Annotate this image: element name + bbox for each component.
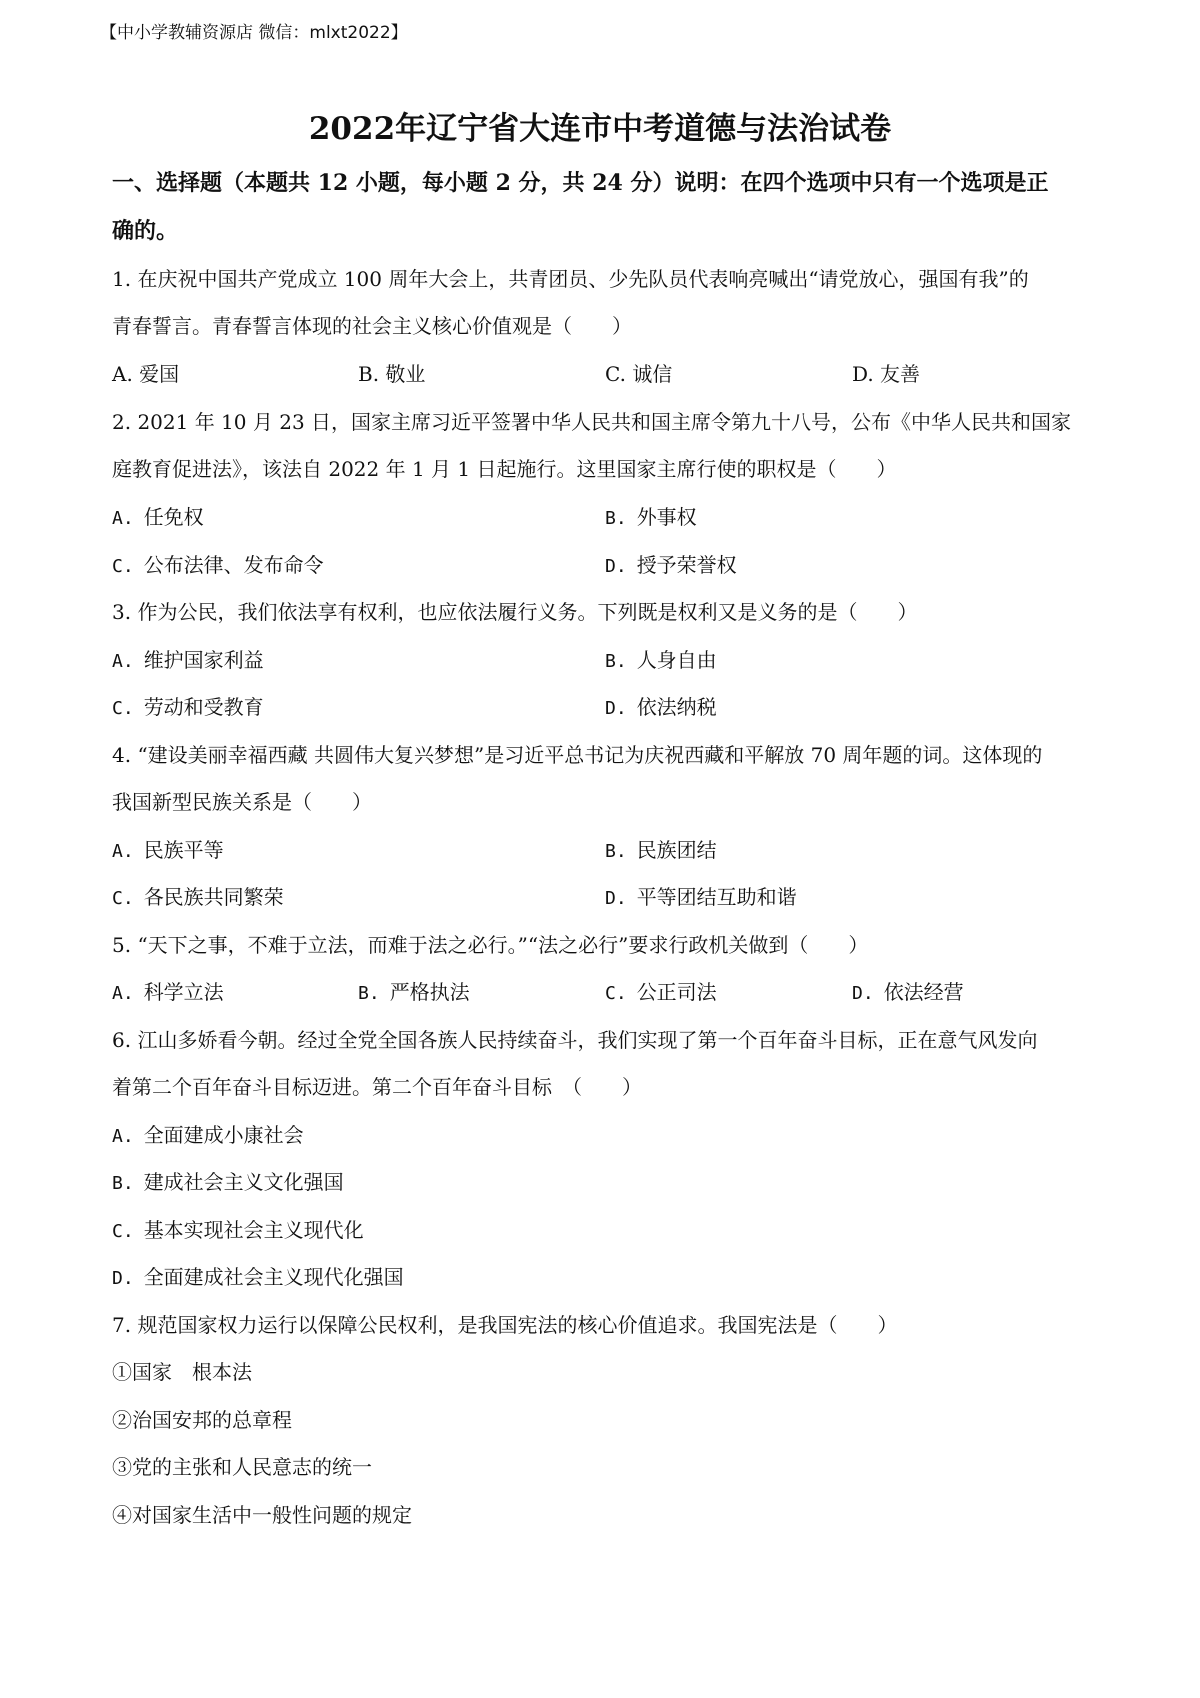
section-heading-line2: 确的。: [112, 218, 179, 244]
option-letter: B.: [605, 841, 627, 862]
question-1-option-a: [112, 358, 179, 387]
option-text: 基本实现社会主义现代化: [143, 1218, 364, 1242]
option-letter: D.: [112, 1268, 134, 1289]
question-1-stem: 1. 在庆祝中国共产党成立 100 周年大会上，共青团员、少先队员代表响亮喊出“请党放心，强国有我”的: [112, 267, 1029, 291]
page-title: 2022年辽宁省大连市中考道德与法治试卷: [308, 111, 892, 147]
question-7-item-3: ③党的主张和人民意志的统一: [112, 1455, 372, 1479]
option-letter: D.: [605, 556, 627, 577]
question-7-item-1: ①国家 根本法: [112, 1360, 252, 1384]
option-text: 友善: [880, 362, 921, 386]
page-header: 【中小学教辅资源店 微信：mlxt2022】: [100, 23, 408, 43]
question-4-option-c: [112, 881, 284, 910]
question-1-option-c: [605, 358, 672, 387]
option-letter: A.: [112, 1126, 134, 1147]
option-letter: C.: [112, 888, 134, 909]
question-4-option-b: [605, 834, 717, 863]
question-3-stem: 3. 作为公民，我们依法享有权利，也应依法履行义务。下列既是权利又是义务的是（ ）: [112, 600, 918, 624]
question-1-option-d: [852, 358, 920, 387]
question-4-stem-cont: 我国新型民族关系是（ ）: [112, 790, 372, 814]
question-2-stem-cont: 庭教育促进法》，该法自 2022 年 1 月 1 日起施行。这里国家主席行使的职权是（ ）: [112, 457, 897, 481]
question-6-option-b: [112, 1166, 344, 1195]
section-heading-line1: 一、选择题（本题共 12 小题，每小题 2 分，共 24 分）说明：在四个选项中只有一个选项是正: [112, 170, 1049, 196]
option-text: 民族团结: [636, 838, 717, 862]
option-letter: B.: [358, 983, 380, 1004]
question-1-stem-cont: 青春誓言。青春誓言体现的社会主义核心价值观是（ ）: [112, 314, 632, 338]
option-letter: C.: [112, 1221, 134, 1242]
question-2-option-b: [605, 501, 697, 530]
option-text: 劳动和受教育: [143, 695, 264, 719]
question-1-option-b: [358, 358, 425, 387]
option-letter: C.: [112, 556, 134, 577]
option-text: 各民族共同繁荣: [143, 885, 284, 909]
question-6-option-c: [112, 1214, 364, 1243]
question-4-option-d: [605, 881, 797, 910]
question-3-option-c: [112, 691, 264, 720]
option-text: 平等团结互助和谐: [636, 885, 797, 909]
option-text: 公布法律、发布命令: [143, 553, 324, 577]
question-5-stem: 5. “天下之事，不难于立法，而难于法之必行。”“法之必行”要求行政机关做到（ ）: [112, 933, 869, 957]
option-text: 授予荣誉权: [636, 553, 737, 577]
option-text: 外事权: [636, 505, 697, 529]
question-3-option-b: [605, 644, 717, 673]
question-7-item-4: ④对国家生活中一般性问题的规定: [112, 1503, 412, 1527]
question-4-stem: 4. “建设美丽幸福西藏 共圆伟大复兴梦想”是习近平总书记为庆祝西藏和平解放 70 周年题的词。这体现的: [112, 743, 1043, 767]
option-text: 人身自由: [636, 648, 717, 672]
option-letter: D.: [852, 983, 874, 1004]
question-7-stem: 7. 规范国家权力运行以保障公民权利，是我国宪法的核心价值追求。我国宪法是（ ）: [112, 1313, 898, 1337]
question-3-option-a: [112, 644, 264, 673]
option-letter: A.: [112, 362, 133, 386]
question-2-option-d: [605, 549, 737, 578]
option-letter: A.: [112, 841, 134, 862]
option-letter: C.: [605, 362, 626, 386]
question-5-option-c: [605, 976, 717, 1005]
option-letter: B.: [605, 651, 627, 672]
question-2-stem: 2. 2021 年 10 月 23 日，国家主席习近平签署中华人民共和国主席令第九十八号，公布《中华人民共和国家: [112, 410, 1072, 434]
question-6-stem: 6. 江山多娇看今朝。经过全党全国各族人民持续奋斗，我们实现了第一个百年奋斗目标，正在意气风发向: [112, 1028, 1038, 1052]
option-letter: A.: [112, 983, 134, 1004]
question-7-item-2: ②治国安邦的总章程: [112, 1408, 292, 1432]
question-6-option-d: [112, 1261, 404, 1290]
option-letter: D.: [852, 362, 874, 386]
option-text: 科学立法: [143, 980, 224, 1004]
question-4-option-a: [112, 834, 224, 863]
option-text: 敬业: [385, 362, 426, 386]
option-letter: B.: [112, 1173, 134, 1194]
option-text: 诚信: [632, 362, 673, 386]
option-letter: C.: [605, 983, 627, 1004]
question-6-option-a: [112, 1119, 304, 1148]
question-2-option-c: [112, 549, 324, 578]
option-letter: B.: [605, 508, 627, 529]
option-text: 全面建成社会主义现代化强国: [143, 1265, 404, 1289]
option-text: 依法经营: [883, 980, 964, 1004]
option-text: 民族平等: [143, 838, 224, 862]
question-6-stem-cont: 着第二个百年奋斗目标迈进。第二个百年奋斗目标 （ ）: [112, 1075, 642, 1099]
question-2-option-a: [112, 501, 204, 530]
option-text: 维护国家利益: [143, 648, 264, 672]
option-text: 严格执法: [389, 980, 470, 1004]
option-text: 公正司法: [636, 980, 717, 1004]
question-5-option-a: [112, 976, 224, 1005]
option-text: 任免权: [143, 505, 204, 529]
option-letter: C.: [112, 698, 134, 719]
option-text: 全面建成小康社会: [143, 1123, 304, 1147]
option-letter: D.: [605, 698, 627, 719]
option-letter: D.: [605, 888, 627, 909]
option-text: 建成社会主义文化强国: [143, 1170, 344, 1194]
option-text: 依法纳税: [636, 695, 717, 719]
question-3-option-d: [605, 691, 717, 720]
option-letter: A.: [112, 508, 134, 529]
option-text: 爱国: [139, 362, 180, 386]
option-letter: B.: [358, 362, 380, 386]
option-letter: A.: [112, 651, 134, 672]
question-5-option-d: [852, 976, 964, 1005]
question-5-option-b: [358, 976, 470, 1005]
